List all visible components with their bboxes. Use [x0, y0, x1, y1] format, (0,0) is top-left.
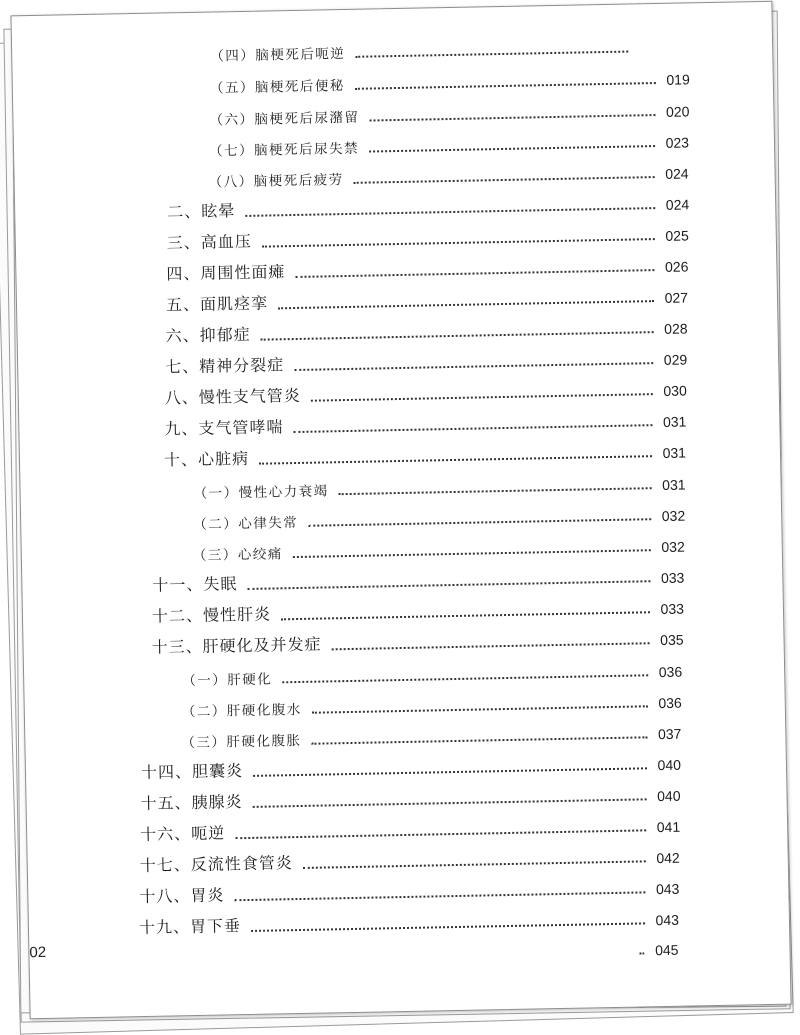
toc-leader-dots	[312, 705, 648, 713]
toc-entry-title: 十六、呃逆	[140, 820, 225, 847]
toc-leader-dots	[278, 300, 654, 309]
toc-entry[interactable]	[151, 624, 683, 660]
toc-leader-dots	[282, 674, 648, 683]
toc-entry-title: 十九、胃下垂	[139, 913, 241, 940]
toc-entry[interactable]	[165, 374, 687, 410]
toc-entry-title: 十八、胃炎	[139, 882, 224, 909]
toc-entry[interactable]	[209, 126, 689, 161]
toc-entry-title: 十四、胆囊炎	[141, 758, 243, 785]
toc-entry-page: 027	[662, 289, 688, 307]
toc-entry-title: （七）脑梗死后尿失禁	[209, 137, 359, 162]
toc-entry-page: 031	[659, 477, 685, 495]
toc-leader-dots	[293, 424, 652, 433]
toc-leader-dots	[235, 829, 646, 839]
toc-page	[10, 1, 791, 1019]
toc-leader-dots	[303, 860, 646, 869]
toc-entry-title: 六、抑郁症	[165, 322, 250, 349]
toc-entry-page: 030	[661, 382, 687, 400]
toc-leader-dots	[259, 455, 652, 465]
toc-entry-title: （一）慢性心力衰竭	[193, 479, 328, 504]
toc-entry-title: 四、周围性面瘫	[166, 259, 285, 286]
toc-entry-page: 019	[664, 71, 690, 89]
toc-entry-page: 045	[652, 942, 678, 960]
toc-entry[interactable]	[140, 811, 680, 847]
toc-entry-title: （三）心绞痛	[193, 542, 283, 566]
toc-entry[interactable]	[182, 687, 682, 723]
toc-entry-page: 033	[658, 570, 684, 588]
toc-leader-dots	[294, 362, 653, 371]
toc-entry-page: 035	[657, 632, 683, 650]
toc-entry-page: 043	[653, 912, 679, 930]
toc-entry-page: 040	[654, 788, 680, 806]
toc-entry-title: （二）心律失常	[193, 511, 298, 535]
toc-leader-dots	[311, 393, 653, 402]
toc-entry[interactable]	[166, 281, 688, 317]
toc-leader-dots	[253, 767, 647, 777]
toc-entry[interactable]	[165, 312, 687, 348]
toc-entry-page: 026	[662, 258, 688, 276]
toc-entry-title: （一）肝硬化	[182, 668, 272, 692]
toc-leader-dots	[640, 952, 645, 954]
toc-entry[interactable]	[152, 593, 684, 629]
toc-entry-page: 033	[658, 601, 684, 619]
toc-leader-dots	[311, 736, 647, 744]
toc-entry-page: 032	[659, 539, 685, 557]
toc-entry-title: 七、精神分裂症	[165, 352, 284, 379]
toc-entry-title: （二）肝硬化腹水	[182, 698, 302, 722]
toc-entry[interactable]	[181, 718, 681, 754]
toc-leader-dots	[369, 114, 655, 121]
toc-leader-dots	[355, 51, 628, 58]
toc-leader-dots	[354, 176, 655, 184]
toc-leader-dots	[251, 922, 645, 932]
toc-entry[interactable]	[193, 531, 685, 566]
toc-entry-title: 十一、失眠	[152, 571, 237, 598]
toc-entry-page: 024	[663, 196, 689, 214]
toc-entry-title: （三）肝硬化腹胀	[181, 729, 301, 753]
toc-entry[interactable]	[209, 95, 689, 130]
toc-entry-title: 十七、反流性食管炎	[140, 850, 293, 878]
toc-leader-dots	[247, 580, 650, 590]
toc-entry[interactable]	[182, 656, 682, 692]
toc-entry-page: 029	[661, 351, 687, 369]
toc-entry-page: 043	[653, 881, 679, 899]
toc-entry-title: 五、面肌痉挛	[166, 291, 268, 318]
toc-entry-page: 020	[663, 103, 689, 121]
toc-leader-dots	[253, 798, 647, 808]
toc-entry-title: 十三、肝硬化及并发症	[151, 632, 321, 660]
toc-leader-dots	[369, 145, 655, 152]
toc-leader-dots	[262, 238, 655, 248]
toc-entry-page: 041	[654, 819, 680, 837]
toc-entry[interactable]	[164, 406, 686, 442]
toc-entry[interactable]	[139, 904, 679, 940]
toc-entry[interactable]	[210, 32, 662, 67]
toc-entry[interactable]	[210, 63, 690, 98]
toc-entry-page	[636, 56, 662, 58]
toc-entry-title: 二、眩晕	[167, 198, 235, 224]
toc-entry-page: 024	[662, 165, 688, 183]
toc-entry[interactable]	[208, 157, 688, 192]
toc-entry[interactable]	[141, 749, 681, 785]
toc-leader-dots	[234, 891, 645, 901]
toc-entry-page: 036	[656, 695, 682, 713]
toc-entry-page: 040	[655, 757, 681, 775]
toc-entry-title: 三、高血压	[167, 229, 252, 256]
toc-entry-page: 032	[659, 508, 685, 526]
toc-entry-title: 十二、慢性肝炎	[152, 602, 271, 629]
toc-entry-page: 031	[660, 414, 686, 432]
toc-entry-page: 042	[654, 850, 680, 868]
toc-entry-title: 八、慢性支气管炎	[165, 383, 301, 411]
toc-entry-page: 031	[660, 445, 686, 463]
toc-leader-dots	[308, 518, 651, 527]
toc-entry[interactable]	[193, 500, 685, 535]
toc-entry-page: 036	[656, 664, 682, 682]
toc-entry[interactable]	[164, 437, 686, 473]
toc-leader-dots	[339, 487, 652, 495]
toc-entry-page: 037	[655, 726, 681, 744]
toc-leader-dots	[293, 549, 651, 558]
toc-entry[interactable]	[165, 343, 687, 379]
toc-entry-title: （八）脑梗死后疲劳	[208, 168, 343, 193]
toc-entry-page: 023	[663, 134, 689, 152]
toc-entry[interactable]	[139, 873, 679, 909]
toc-leader-dots	[296, 269, 655, 278]
toc-entry-title: （六）脑梗死后尿潴留	[209, 106, 359, 131]
page-number: 02	[29, 944, 46, 961]
toc-entry-title: 九、支气管哮喘	[164, 414, 283, 441]
toc-leader-dots	[261, 331, 654, 341]
toc-entry[interactable]	[167, 188, 689, 224]
toc-entry-title: 十、心脏病	[164, 446, 249, 473]
toc-entry[interactable]	[193, 469, 685, 504]
toc-leader-dots	[281, 611, 650, 620]
toc-entry-page: 028	[661, 320, 687, 338]
toc-leader-dots	[245, 207, 655, 217]
toc-leader-dots	[355, 82, 656, 90]
toc-entry[interactable]	[152, 562, 684, 598]
toc-entry[interactable]	[140, 842, 680, 878]
toc-leader-dots	[332, 642, 650, 650]
toc-entry[interactable]	[629, 934, 678, 961]
toc-entry-title: （四）脑梗死后呃逆	[210, 42, 345, 67]
toc-entry-page: 025	[663, 227, 689, 245]
toc-entry-title: 十五、胰腺炎	[140, 789, 242, 816]
toc-entry[interactable]	[140, 780, 680, 816]
toc-entry[interactable]	[166, 250, 688, 286]
toc-entry[interactable]	[167, 219, 689, 255]
toc-entry-title: （五）脑梗死后便秘	[210, 74, 345, 99]
